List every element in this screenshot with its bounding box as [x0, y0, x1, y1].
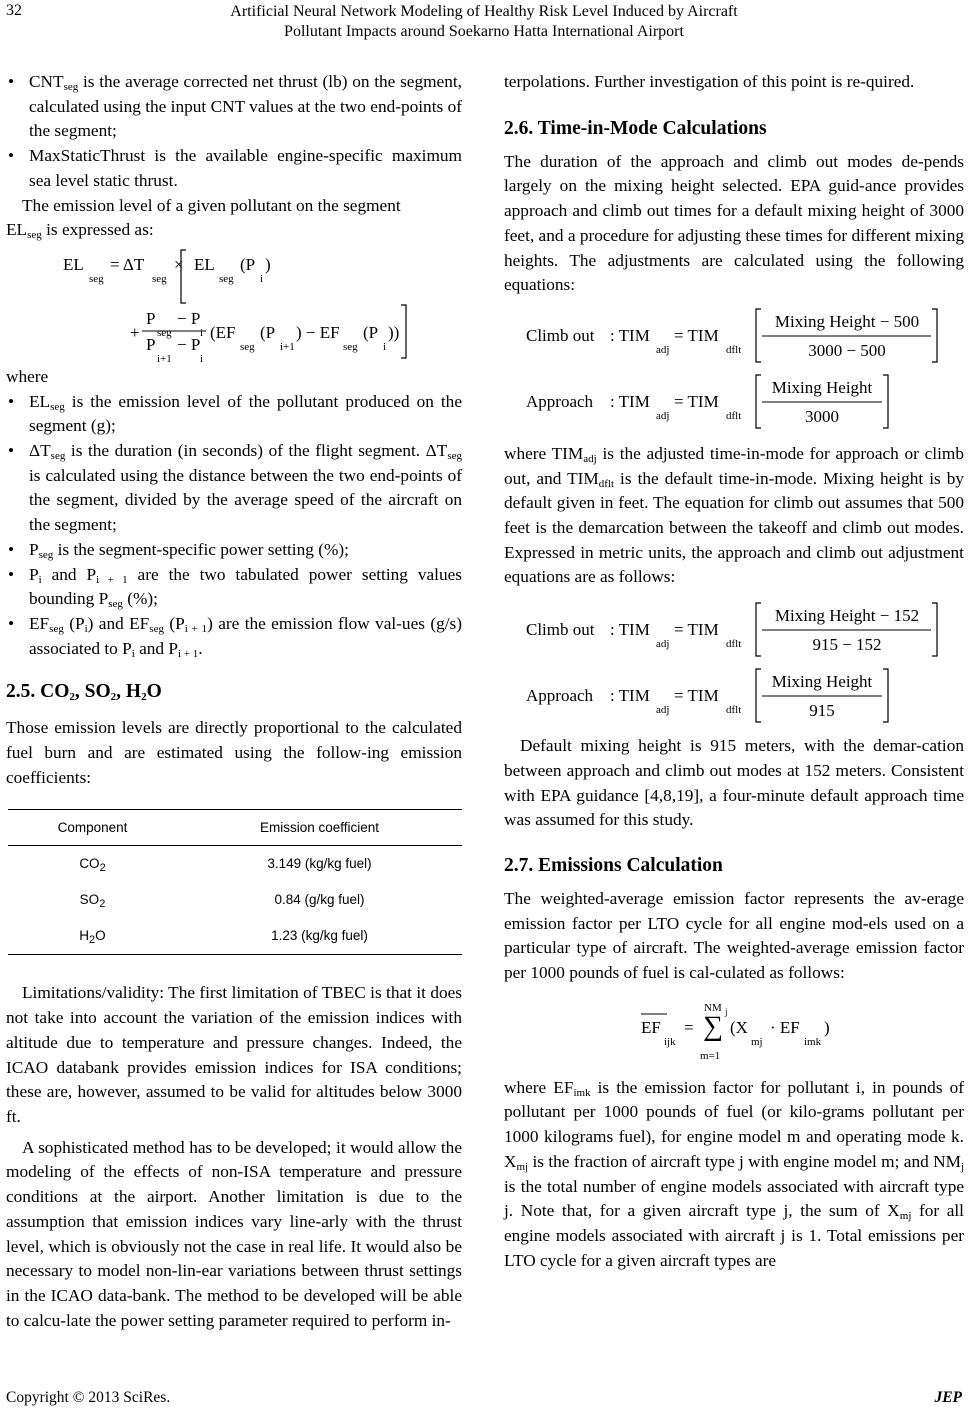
section-heading-2-7: 2.7. Emissions Calculation	[504, 854, 723, 876]
intro-paragraph: The emission level of a given pollutant on the segment $EL_{seg}$ is expressed as:	[6, 195, 401, 242]
table-row	[8, 882, 462, 918]
section-heading-2-5: 2.5. $CO_2$, $SO_2$, $H_2O$	[6, 681, 162, 704]
paragraph-where-tim: where $TIM_{adj}$ is the adjusted time-in-mode for approach or climb out, and $TIM_{dflt}$ is the default time-in-mode. Mixing height is by default given in feet. The equation for climb out assumes that 500 feet is the demarcation between the takeoff and climb out modes. Expressed in metric units, the approach and climb out adjustment equations are as follows:	[504, 443, 965, 587]
bullet-p-seg: • $P_{seg}$ is the segment-specific power setting (%);	[6, 538, 462, 563]
page-number: 32	[6, 2, 22, 19]
table-cell-component: $H_2O$	[8, 918, 177, 955]
bullet-list-where	[6, 390, 462, 662]
journal-abbrev: JEP	[934, 1389, 962, 1406]
bullet-cnt: • $CNT_{seg}$ is the average corrected net thrust (lb) on the segment, calculated using the input CNT values at the two end-points of the segment;	[6, 70, 462, 144]
bullet-maxstaticthrust: • MaxStaticThrust is the available engine-specific maximum sea level static thrust.	[6, 144, 462, 193]
bullet-ef-seg: • $EF_{seg}$ $(P_i)$ and $EF_{seg}$ $(P_{i + 1})$ are the emission flow val-ues (g/s) associated to $P_i$ and $P_{i + 1}$.	[6, 612, 462, 661]
emission-coefficient-table	[8, 809, 462, 955]
bullet-delta-t-seg: • $\Delta T_{seg}$ is the duration (in seconds) of the flight segment. $\Delta T_{seg}$ is calculated using the distance between the two end-points of the segment, divided by the average speed of the aircraft on the segment;	[6, 439, 462, 538]
table-header-row	[8, 810, 462, 846]
table-row	[8, 846, 462, 883]
paragraph-where-ef: where $EF_{imk}$ is the emission factor for pollutant i, in pounds of pollutant per 1000 pounds of fuel (or kilo-grams pollutant per 1000 kilograms fuel), for engine model m and operating mode k. $X_{mj}$ is the fraction of aircraft type j with engine model m; and $NM_j$ is the total number of engine models associated with aircraft type j. Note that, for a given aircraft type j, the sum of $X_{mj}$ for all engine models associated with aircraft j is 1. Total emissions per LTO cycle for a given aircraft types are	[504, 1077, 964, 1270]
bullet-el-seg: • $EL_{seg}$ is the emission level of the pollutant produced on the segment (g);	[6, 390, 462, 439]
where-label: where	[6, 366, 49, 386]
copyright: Copyright © 2013 SciRes.	[6, 1389, 171, 1406]
paragraph-2-5: Those emission levels are directly proportional to the calculated fuel burn and are estimated using the follow-ing emission coefficients:	[6, 718, 462, 787]
table-row	[8, 918, 462, 955]
paragraph-sophisticated: A sophisticated method has to be developed; it would allow the modeling of the effects of non-ISA temperature and pressure conditions at the airport. Another limitation is due to the assumption that emission indices vary line-arly with the thrust level, which is obviously not the case in real life. It would also be necessary to model non-lin-ear variations between thrust settings in the ICAO data-bank. The method to be developed will be able to calcu-late the power setting parameter required to perform in-	[6, 1137, 462, 1330]
table-cell-coefficient: 3.149 (kg/kg fuel)	[267, 856, 372, 872]
paragraph-2-7: The weighted-average emission factor represents the av-erage emission factor per LTO cycle for all engine mod-els used on a particular type of aircraft. The weighted-average emission factor per 1000 pounds of fuel is cal-culated as follows:	[504, 888, 964, 983]
running-title-line1: Artificial Neural Network Modeling of Healthy Risk Level Induced by Aircraft	[230, 3, 738, 20]
running-title-line2: Pollutant Impacts around Soekarno Hatta International Airport	[284, 23, 684, 40]
paragraph-2-6: The duration of the approach and climb out modes de-pends largely on the mixing height selected. EPA guid-ance provides approach and climb out times for a default mixing height of 3000 feet, and a procedure for adjusting these times for different mixing heights. The adjustments are calculated using the following equations:	[504, 151, 964, 295]
table-cell-component: $SO_2$	[79, 892, 106, 911]
equation-approach-feet: Approach : TIM adj = TIM dflt Mixing Height 3000	[504, 372, 964, 442]
section-heading-2-6: 2.6. Time-in-Mode Calculations	[504, 117, 767, 139]
equation-weighted-ef: NM j EF ijk = ∑ m=1 (X mj · EF imk )	[504, 992, 964, 1076]
paragraph-continuation: terpolations. Further investigation of this point is re-quired.	[504, 72, 915, 91]
table-header-coefficient: Emission coefficient	[177, 810, 462, 846]
paragraph-limitations: Limitations/validity: The first limitation of TBEC is that it does not take into account the variation of the emission indices with altitude due to temperature and pressure changes. Indeed, the ICAO databank provides emission indices for ISA conditions; these are, however, assumed to be valid for altitudes below 3000 ft.	[6, 983, 462, 1126]
left-column	[6, 70, 462, 1333]
equation-approach-meters: Approach : TIM adj = TIM dflt Mixing Height 915	[504, 666, 964, 734]
bullet-p-i: • $P_i$ and $P_{i + 1}$ are the two tabulated power setting values bounding $P_{seg}$ (%);	[6, 563, 462, 612]
table-header-component: Component	[8, 810, 177, 846]
bullet-list-definitions	[6, 70, 462, 194]
right-column	[504, 70, 964, 1273]
table-cell-coefficient: 0.84 (g/kg fuel)	[274, 892, 365, 908]
table-cell-component: $CO_2$	[79, 856, 106, 875]
paragraph-default-mixing: Default mixing height is 915 meters, with the demar-cation between approach and climb out modes at 152 meters. Consistent with EPA guidance [4,8,19], a four-minute default approach time was assumed for this study.	[504, 736, 964, 830]
equation-climb-out-meters: Climb out : TIM adj = TIM dflt Mixing Height − 152 915 − 152	[504, 600, 964, 666]
equation-el-seg: EL seg = ΔT seg × EL seg (P i ) + P seg − P i P i+1 − P i (EF seg (P i+1 ) − EF seg (P i ))	[6, 243, 462, 365]
table-cell-coefficient: 1.23 (kg/kg fuel)	[177, 918, 462, 955]
equation-climb-out-feet: Climb out : TIM adj = TIM dflt Mixing Height − 500 3000 − 500	[504, 306, 964, 372]
